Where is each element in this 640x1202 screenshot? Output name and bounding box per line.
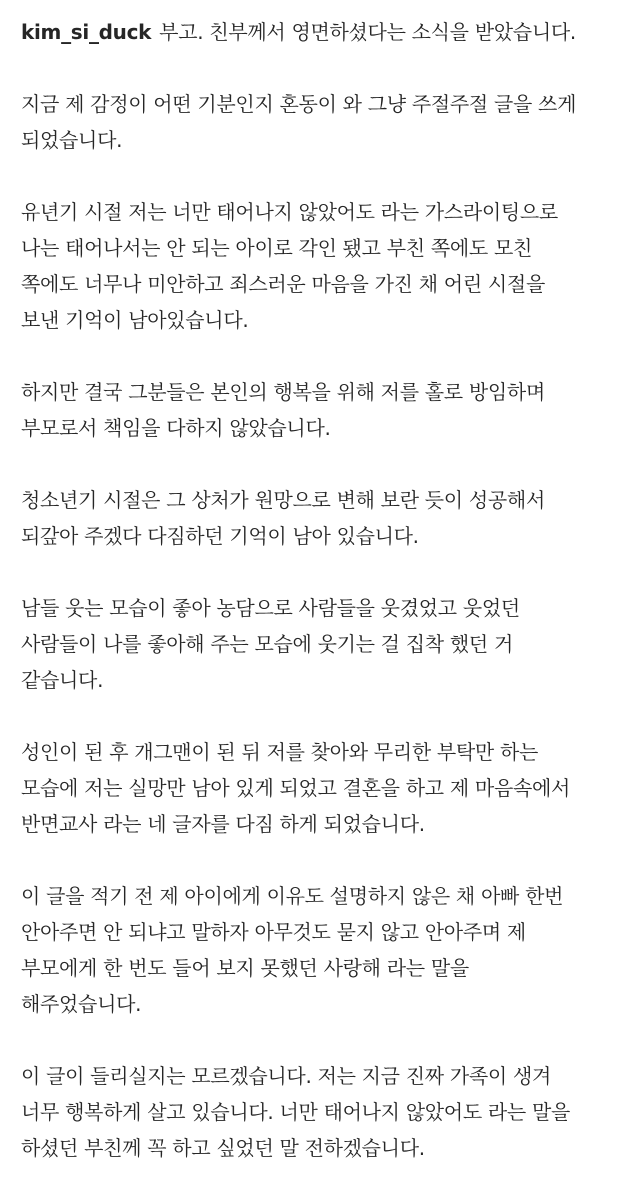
caption-line: 너무 행복하게 살고 있습니다. 너만 태어나지 않았어도 라는 말을 — [21, 1100, 571, 1124]
caption-line: 되갚아 주겠다 다짐하던 기억이 남아 있습니다. — [21, 524, 419, 548]
caption-line: 부모로서 책임을 다하지 않았습니다. — [21, 416, 331, 440]
caption-text: 부고. 친부께서 영면하셨다는 소식을 받았습니다. — [159, 20, 576, 44]
caption-paragraph-3 — [21, 194, 627, 338]
caption-paragraph-9 — [21, 1058, 627, 1166]
caption-paragraph-4 — [21, 374, 627, 446]
caption-paragraph-5 — [21, 482, 627, 554]
caption-line: 청소년기 시절은 그 상처가 원망으로 변해 보란 듯이 성공해서 — [21, 488, 545, 512]
caption-line: 쪽에도 너무나 미안하고 죄스러운 마음을 가진 채 어린 시절을 — [21, 272, 545, 296]
caption-paragraph-6 — [21, 590, 627, 698]
caption-line: 이 글을 적기 전 제 아이에게 이유도 설명하지 않은 채 아빠 한번 — [21, 884, 564, 908]
caption-line: 보낸 기억이 남아있습니다. — [21, 308, 249, 332]
caption-line: 반면교사 라는 네 글자를 다짐 하게 되었습니다. — [21, 812, 425, 836]
caption-line: 하셨던 부친께 꼭 하고 싶었던 말 전하겠습니다. — [21, 1136, 425, 1160]
username-link[interactable]: kim_si_duck — [21, 20, 152, 44]
caption-line: 성인이 된 후 개그맨이 된 뒤 저를 찾아와 무리한 부탁만 하는 — [21, 740, 539, 764]
caption-line: 부모에게 한 번도 들어 보지 못했던 사랑해 라는 말을 — [21, 956, 469, 980]
caption-line: 유년기 시절 저는 너만 태어나지 않았어도 라는 가스라이팅으로 — [21, 200, 558, 224]
caption-line: 되었습니다. — [21, 128, 123, 152]
caption-line: 모습에 저는 실망만 남아 있게 되었고 결혼을 하고 제 마음속에서 — [21, 776, 571, 800]
caption-paragraph-2 — [21, 86, 627, 158]
caption-paragraph-7 — [21, 734, 627, 842]
caption-line: 지금 제 감정이 어떤 기분인지 혼동이 와 그냥 주절주절 글을 쓰게 — [21, 92, 577, 116]
caption-line: 같습니다. — [21, 668, 104, 692]
caption-line: 하지만 결국 그분들은 본인의 행복을 위해 저를 홀로 방임하며 — [21, 380, 545, 404]
caption-line: 나는 태어나서는 안 되는 아이로 각인 됐고 부친 쪽에도 모친 — [21, 236, 532, 260]
caption-line: 남들 웃는 모습이 좋아 농담으로 사람들을 웃겼었고 웃었던 — [21, 596, 520, 620]
caption-line: 안아주면 안 되냐고 말하자 아무것도 묻지 않고 안아주며 제 — [21, 920, 526, 944]
caption-paragraph-1 — [21, 14, 627, 50]
caption-line — [21, 14, 627, 50]
post-caption — [21, 14, 627, 1202]
caption-line: 해주었습니다. — [21, 992, 142, 1016]
caption-line: 사람들이 나를 좋아해 주는 모습에 웃기는 걸 집착 했던 거 — [21, 632, 513, 656]
caption-line: 이 글이 들리실지는 모르겠습니다. 저는 지금 진짜 가족이 생겨 — [21, 1064, 552, 1088]
caption-paragraph-8 — [21, 878, 627, 1022]
